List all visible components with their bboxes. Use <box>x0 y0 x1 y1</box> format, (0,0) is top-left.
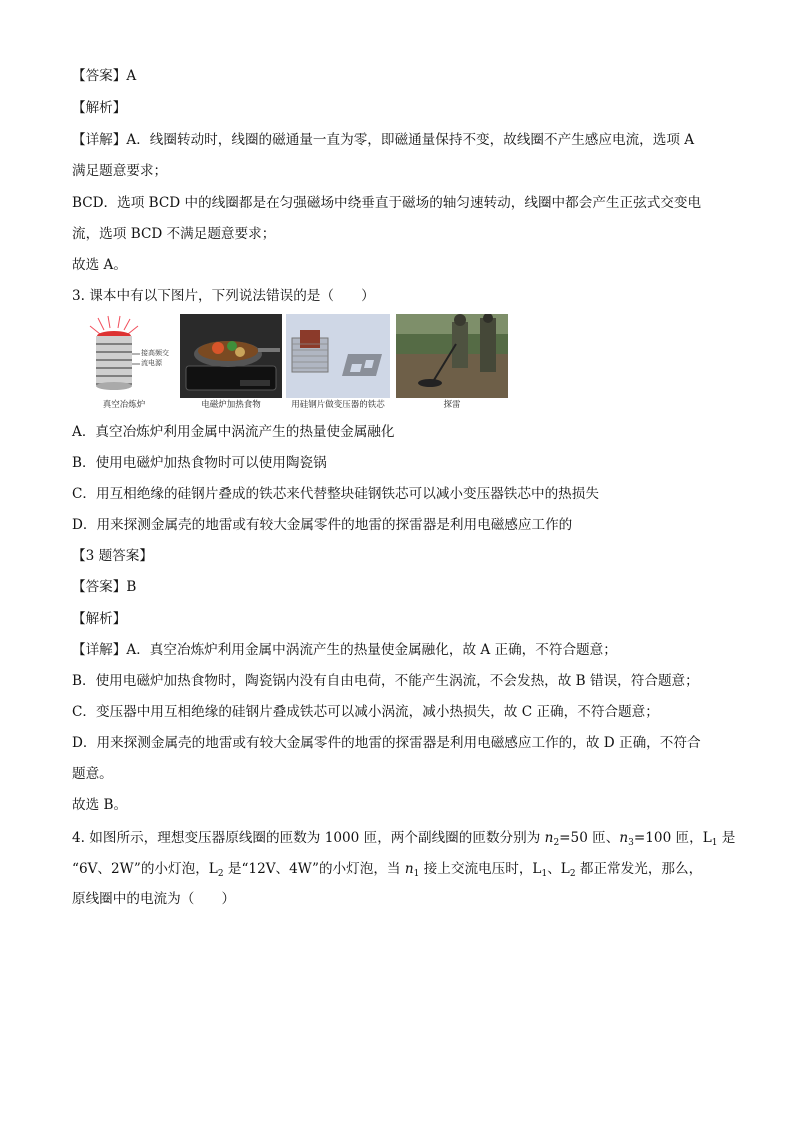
conclusion-line: 故选 B。 <box>72 797 128 813</box>
transformer-core-photo <box>286 314 390 398</box>
answer-heading-3: 【3 题答案】 <box>72 548 153 564</box>
question-4-line-3: 原线圈中的电流为（ ） <box>72 891 236 907</box>
detail-line: 满足题意要求； <box>72 163 168 179</box>
detail-line: C．变压器中用互相绝缘的硅钢片叠成铁芯可以减小涡流，减小热损失，故 C 正确，不符合题意； <box>72 704 659 720</box>
question-4-line-2: “6V、2W”的小灯泡，$L_2$ 是“12V、4W”的小灯泡，当 $n_1$ 接上交流电压时，$L_1$、$L_2$ 都正常发光，那么， <box>72 861 703 879</box>
option-b: B．使用电磁炉加热食物时可以使用陶瓷锅 <box>72 455 327 471</box>
figure-caption: 真空冶炼炉 <box>102 400 146 410</box>
figure-mine-detection <box>396 314 508 410</box>
detail-line: 【详解】A．线圈转动时，线圈的磁通量一直为零，即磁通量保持不变，故线圈不产生感应电流，选项 A <box>72 132 695 148</box>
detail-line: 流，选项 BCD 不满足题意要求； <box>72 226 276 242</box>
detail-line: 题意。 <box>72 766 113 782</box>
furnace-label-2: 流电源 <box>141 359 162 367</box>
figure-row <box>74 314 514 410</box>
option-d: D．用来探测金属壳的地雷或有较大金属零件的地雷的探雷器是利用电磁感应工作的 <box>72 517 573 533</box>
figure-induction-cooker <box>180 314 282 410</box>
detail-line: D．用来探测金属壳的地雷或有较大金属零件的地雷的探雷器是利用电磁感应工作的，故 D 正确，不符合 <box>72 735 701 751</box>
induction-cooker-photo <box>180 314 282 398</box>
mine-detection-photo <box>396 314 508 398</box>
question-3: 3. 课本中有以下图片，下列说法错误的是（ ） <box>72 288 375 304</box>
analysis-heading: 【解析】 <box>72 100 127 116</box>
detail-line: B．使用电磁炉加热食物时，陶瓷锅内没有自由电荷，不能产生涡流，不会发热，故 B 错误，符合题意； <box>72 673 699 689</box>
figure-caption: 用硅钢片做变压器的铁芯 <box>291 400 385 410</box>
answer-line: 【答案】B <box>72 579 137 595</box>
option-c: C．用互相绝缘的硅钢片叠成的铁芯来代替整块硅钢铁芯可以减小变压器铁芯中的热损失 <box>72 486 599 502</box>
furnace-label-1: 接高频交 <box>141 349 169 357</box>
figure-transformer-core <box>286 314 390 410</box>
question-4-line-1: 4. 如图所示，理想变压器原线圈的匝数为 1000 匝，两个副线圈的匝数分别为 $n_2=50$ 匝、$n_3=100$ 匝，$L_1$ 是 <box>72 830 736 848</box>
answer-line: 【答案】A <box>72 68 137 84</box>
figure-vacuum-furnace <box>74 314 174 410</box>
conclusion-line: 故选 A。 <box>72 257 127 273</box>
detail-line: 【详解】A．真空冶炼炉利用金属中涡流产生的热量使金属融化，故 A 正确，不符合题意； <box>72 642 617 658</box>
detail-line: BCD．选项 BCD 中的线圈都是在匀强磁场中绕垂直于磁场的轴匀速转动，线圈中都会产生正弦式交变电 <box>72 195 702 211</box>
furnace-illustration <box>74 314 174 398</box>
figure-caption: 探雷 <box>443 400 461 410</box>
analysis-heading: 【解析】 <box>72 611 127 627</box>
option-a: A．真空冶炼炉利用金属中涡流产生的热量使金属融化 <box>72 424 395 440</box>
figure-caption: 电磁炉加热食物 <box>201 400 261 410</box>
